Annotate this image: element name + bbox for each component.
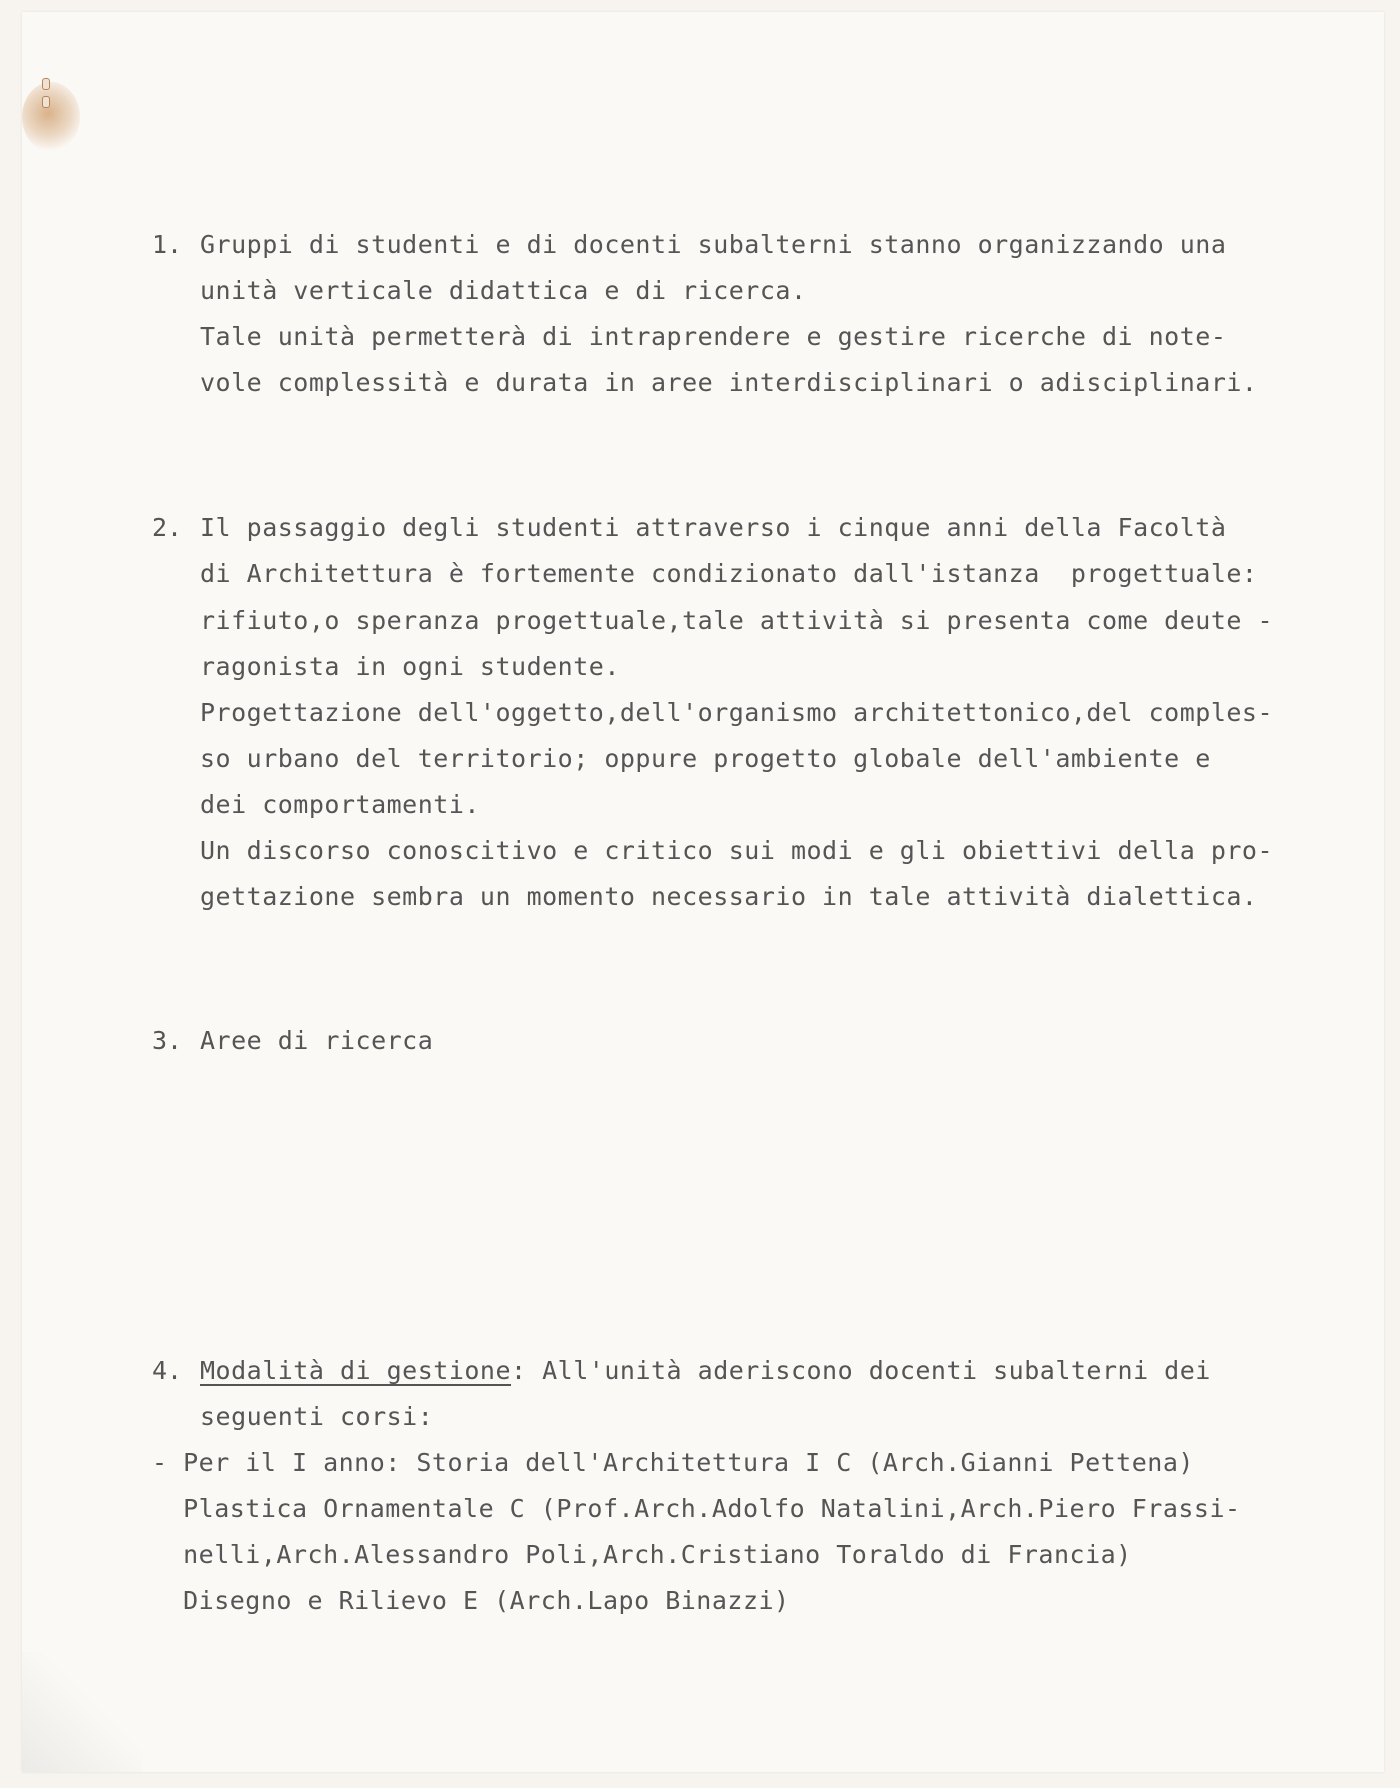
section-2-line-4: ragonista in ogni studente. (200, 652, 620, 681)
section-4-number: 4. (152, 1356, 183, 1385)
section-2-line-3: rifiuto,o speranza progettuale,tale attività si presenta come deute - (200, 606, 1274, 635)
section-4-heading: Modalità di gestione (200, 1356, 512, 1385)
section-1-line-2: unità verticale didattica e di ricerca. (200, 276, 807, 305)
section-3-number: 3. (152, 1026, 183, 1055)
staple-hole-upper (42, 78, 50, 90)
section-4-list-item-1: - Per il I anno: Storia dell'Architettura I C (Arch.Gianni Pettena) (152, 1448, 1194, 1477)
section-4-heading-suffix: : All'unità aderiscono docenti subalterni dei (511, 1356, 1211, 1385)
section-4-list-item-3: nelli,Arch.Alessandro Poli,Arch.Cristiano Toraldo di Francia) (152, 1540, 1132, 1569)
section-2-line-7: dei comportamenti. (200, 790, 480, 819)
section-2-line-6: so urbano del territorio; oppure progetto globale dell'ambiente e (200, 744, 1211, 773)
section-1-line-1: Gruppi di studenti e di docenti subalterni stanno organizzando una (200, 230, 1227, 259)
section-1-line-4: vole complessità e durata in aree interdisciplinari o adisciplinari. (200, 368, 1258, 397)
folded-corner (22, 1652, 142, 1772)
section-2-line-5: Progettazione dell'oggetto,dell'organismo architettonico,del comples- (200, 698, 1274, 727)
rust-stain (22, 82, 80, 152)
section-1-line-3: Tale unità permetterà di intraprendere e gestire ricerche di note- (200, 322, 1227, 351)
section-2-line-2: di Architettura è fortemente condizionato dall'istanza progettuale: (200, 559, 1258, 588)
section-2-line-1: Il passaggio degli studenti attraverso i cinque anni della Facoltà (200, 513, 1227, 542)
section-2-line-8: Un discorso conoscitivo e critico sui modi e gli obiettivi della pro- (200, 836, 1274, 865)
section-1-number: 1. (152, 230, 183, 259)
section-4-list-item-4: Disegno e Rilievo E (Arch.Lapo Binazzi) (152, 1586, 790, 1615)
section-4-line-2: seguenti corsi: (200, 1402, 434, 1431)
section-2-line-9: gettazione sembra un momento necessario in tale attività dialettica. (200, 882, 1258, 911)
staple-hole-lower (42, 96, 50, 108)
section-4-list-item-2: Plastica Ornamentale C (Prof.Arch.Adolfo Natalini,Arch.Piero Frassi- (152, 1494, 1241, 1523)
section-2-number: 2. (152, 513, 183, 542)
section-4-first-line (200, 1348, 1211, 1394)
section-3-heading: Aree di ricerca (200, 1026, 434, 1055)
